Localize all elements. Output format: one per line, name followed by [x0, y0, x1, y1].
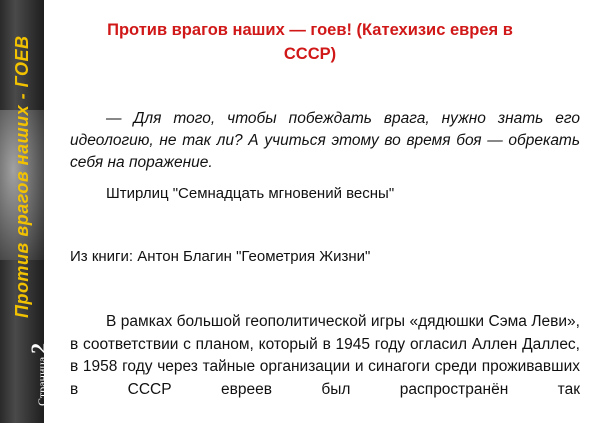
page-title: Против врагов наших — гоев! (Катехизис еврея в СССР) [107, 21, 513, 63]
page-indicator [26, 343, 52, 406]
sidebar-title [12, 36, 33, 318]
sidebar-title-middle: наших - [12, 92, 32, 166]
page-label: Страница [35, 356, 49, 406]
sidebar-title-highlight: врагов [12, 170, 32, 237]
page-number: 2 [26, 342, 51, 354]
sidebar-title-suffix: ГОЕВ [12, 35, 32, 88]
body-paragraph: В рамках большой геополитической игры «дядюшки Сэма Леви», в соответствии с планом, который в 1945 году огласил Аллен Даллес, в 1958 году через тайные организации и синагоги среди проживавших в СССР евреев был распространён так [70, 313, 580, 398]
epigraph-attribution: Штирлиц "Семнадцать мгновений весны" [106, 185, 395, 202]
sidebar-banner [0, 0, 51, 423]
sidebar-title-prefix: Против [12, 242, 32, 318]
source-citation: Из книги: Антон Благин "Геометрия Жизни" [70, 248, 371, 265]
epigraph-quote: — Для того, чтобы побеждать врага, нужно знать его идеологию, не так ли? А учиться этому во время боя — обрекать себя на поражение. [70, 110, 580, 171]
